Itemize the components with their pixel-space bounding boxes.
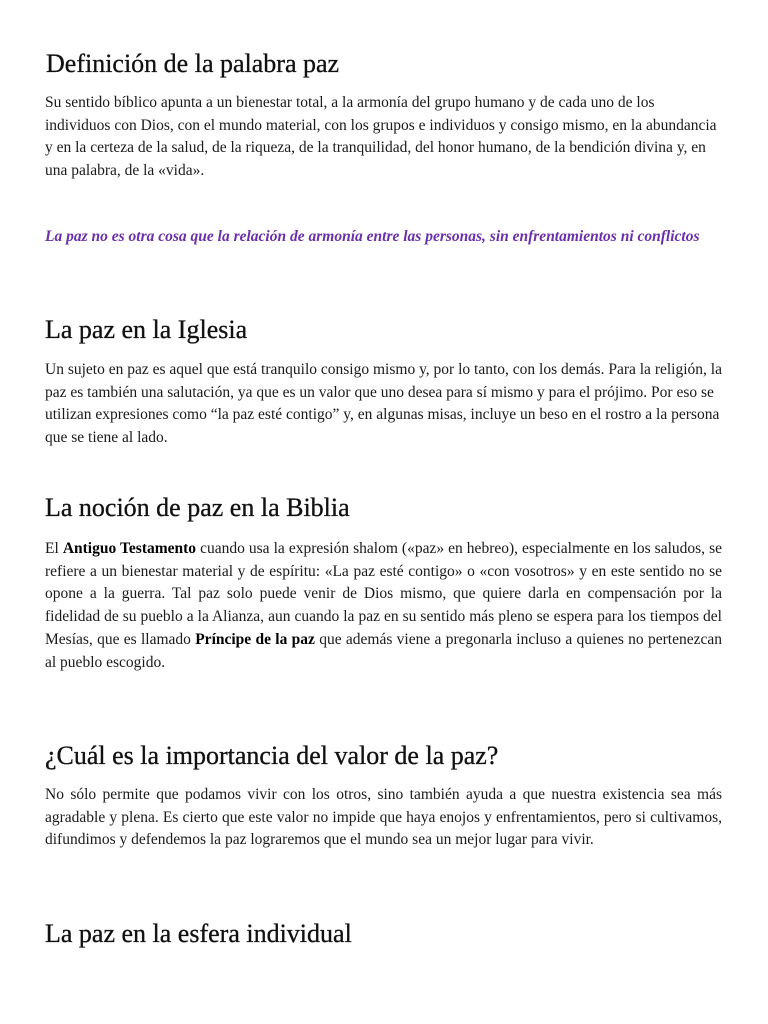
bold-term-principe-de-la-paz: Príncipe de la paz (195, 630, 315, 648)
section-heading-esfera-individual: La paz en la esfera individual (45, 919, 352, 948)
paragraph-definicion: Su sentido bíblico apunta a un bienestar total, a la armonía del grupo humano y de cada uno de los individuos con Dios, con el mundo material, con los grupos e individuos y consigo mismo, en la abundancia y en la certeza de la salud, de la riqueza, de la tranquilidad, del honor humano, de la bendición divina y, en una palabra, de la «vida». (45, 94, 717, 180)
paragraph-text: El (45, 540, 63, 557)
highlighted-quote: La paz no es otra cosa que la relación de armonía entre las personas, sin enfrentamientos ni conflictos (45, 228, 700, 245)
section-heading-importancia: ¿Cuál es la importancia del valor de la paz? (45, 741, 499, 770)
paragraph-text: que además viene a pregonarla incluso a quienes no pertenezcan al pueblo escogido. (45, 630, 722, 671)
paragraph-importancia: No sólo permite que podamos vivir con los otros, sino también ayuda a que nuestra existencia sea más agradable y plena. Es cierto que este valor no impide que haya enojos y enfrentamientos, pero si cultivamos, difundimos y defendemos la paz lograremos que el mundo sea un mejor lugar para vivir. (45, 786, 722, 849)
paragraph-iglesia: Un sujeto en paz es aquel que está tranquilo consigo mismo y, por lo tanto, con los demás. Para la religión, la paz es también una salutación, ya que es un valor que uno desea para sí mismo y para el prójimo. Por eso se utilizan expresiones como “la paz esté contigo” y, en algunas misas, incluye un beso en el rostro a la persona que se tiene al lado. (45, 361, 722, 447)
section-heading-definicion: Definición de la palabra paz (46, 49, 340, 78)
section-heading-biblia: La noción de paz en la Biblia (45, 493, 350, 522)
paragraph-text: cuando usa la expresión shalom («paz» en hebreo), especialmente en los saludos, se refiere a un bienestar material y de espíritu: «La paz esté contigo» o «con vosotros» y en este sentido no se opone a la guerra. Tal paz solo puede venir de Dios mismo, que quiere darla en compensación por la fidelidad de su pueblo a la Alianza, aun cuando la paz en su sentido más pleno se espera para los tiempos del Mesías, que es llamado (45, 540, 723, 648)
paragraph-biblia (45, 538, 722, 674)
bold-term-antiguo-testamento: Antiguo Testamento (62, 540, 197, 557)
section-heading-iglesia: La paz en la Iglesia (45, 315, 248, 344)
